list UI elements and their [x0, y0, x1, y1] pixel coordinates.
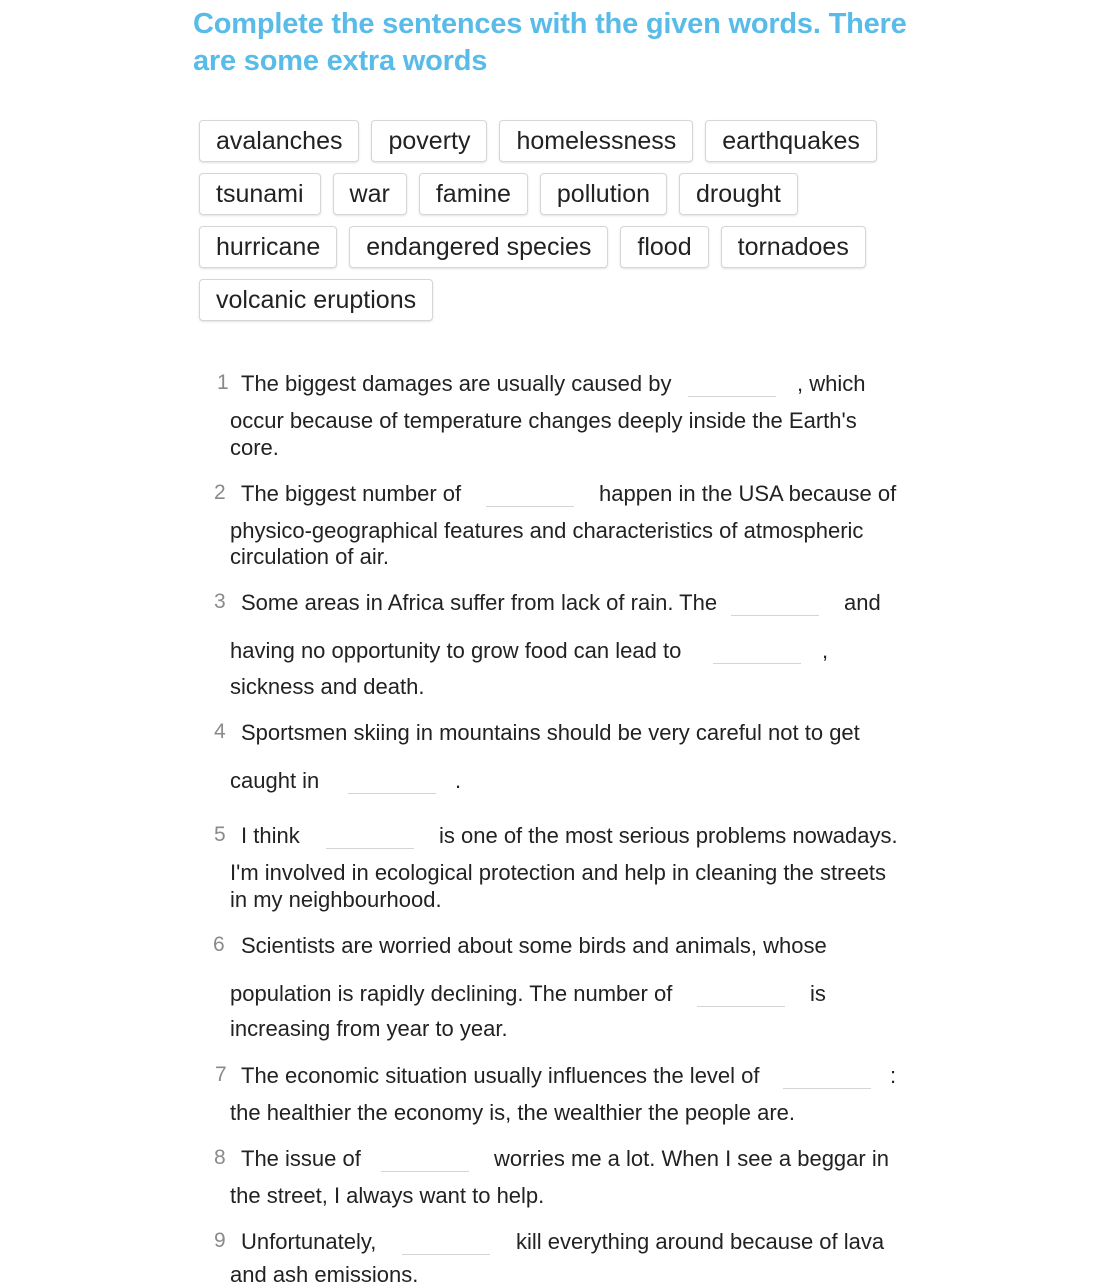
- word-chip-earthquakes[interactable]: earthquakes: [705, 120, 877, 162]
- sentence-text: The issue of: [241, 1146, 361, 1171]
- question-number: 8: [214, 1146, 226, 1169]
- word-chip-famine[interactable]: famine: [419, 173, 528, 215]
- answer-blank[interactable]: [783, 1062, 871, 1089]
- sentence-text: physico-geographical features and characteristics of atmospheric: [230, 518, 864, 543]
- sentence-text: worries me a lot. When I see a beggar in: [494, 1146, 889, 1171]
- sentence-text: is one of the most serious problems nowadays.: [439, 823, 898, 848]
- answer-blank[interactable]: [713, 637, 801, 664]
- sentence-text: population is rapidly declining. The number of: [230, 981, 673, 1006]
- sentence-text: sickness and death.: [230, 674, 425, 699]
- sentence-text: Sportsmen skiing in mountains should be very careful not to get: [241, 720, 860, 745]
- question-number: 6: [213, 933, 225, 956]
- sentence-text: happen in the USA because of: [599, 481, 897, 506]
- question-number: 4: [214, 720, 226, 743]
- word-chip-war[interactable]: war: [333, 173, 407, 215]
- answer-blank[interactable]: [697, 980, 785, 1007]
- sentence-text: ,: [822, 638, 829, 663]
- answer-blank[interactable]: [402, 1228, 490, 1255]
- sentence-text: occur because of temperature changes deeply inside the Earth's: [230, 408, 857, 433]
- answer-blank[interactable]: [731, 589, 819, 616]
- sentence-text: the healthier the economy is, the wealthier the people are.: [230, 1100, 796, 1125]
- sentence-text: the street, I always want to help.: [230, 1183, 545, 1208]
- word-chip-drought[interactable]: drought: [679, 173, 798, 215]
- word-chip-tornadoes[interactable]: tornadoes: [721, 226, 866, 268]
- sentence-text: .: [455, 768, 462, 793]
- word-chip-avalanches[interactable]: avalanches: [199, 120, 359, 162]
- word-chip-tsunami[interactable]: tsunami: [199, 173, 321, 215]
- question-number: 9: [214, 1229, 226, 1252]
- sentence-text: and: [844, 590, 881, 615]
- sentence-text: increasing from year to year.: [230, 1016, 508, 1041]
- sentence-text: I'm involved in ecological protection and help in cleaning the streets: [230, 860, 887, 885]
- word-chip-endangered-species[interactable]: endangered species: [349, 226, 608, 268]
- sentence-text: kill everything around because of lava: [516, 1229, 885, 1254]
- word-chip-pollution[interactable]: pollution: [540, 173, 667, 215]
- sentence-text: :: [890, 1063, 897, 1088]
- word-chip-flood[interactable]: flood: [620, 226, 708, 268]
- sentence-text: I think: [241, 823, 300, 848]
- sentence-text: The economic situation usually influences the level of: [241, 1063, 760, 1088]
- question-number: 2: [214, 481, 226, 504]
- sentence-text: , which: [797, 371, 866, 396]
- question-number: 3: [214, 590, 226, 613]
- answer-blank[interactable]: [326, 822, 414, 849]
- sentence-text: Unfortunately,: [241, 1229, 377, 1254]
- sentence-text: circulation of air.: [230, 544, 389, 569]
- sentence-text: in my neighbourhood.: [230, 887, 442, 912]
- sentence-text: caught in: [230, 768, 320, 793]
- sentence-text: Scientists are worried about some birds and animals, whose: [241, 933, 827, 958]
- word-chip-hurricane[interactable]: hurricane: [199, 226, 337, 268]
- answer-blank[interactable]: [348, 767, 436, 794]
- answer-blank[interactable]: [381, 1145, 469, 1172]
- question-number: 7: [215, 1063, 227, 1086]
- question-number: 1: [217, 371, 229, 394]
- sentence-text: core.: [230, 435, 279, 460]
- sentence-text: is: [810, 981, 826, 1006]
- exercise-title: Complete the sentences with the given words. There are some extra words: [193, 8, 907, 77]
- sentence-text: Some areas in Africa suffer from lack of rain. The: [241, 590, 718, 615]
- answer-blank[interactable]: [486, 480, 574, 507]
- word-chip-poverty[interactable]: poverty: [371, 120, 487, 162]
- question-number: 5: [214, 823, 226, 846]
- word-chip-homelessness[interactable]: homelessness: [499, 120, 693, 162]
- sentence-text: The biggest damages are usually caused by: [241, 371, 672, 396]
- sentence-text: The biggest number of: [241, 481, 462, 506]
- sentence-text: and ash emissions.: [230, 1262, 419, 1287]
- sentence-text: having no opportunity to grow food can lead to: [230, 638, 682, 663]
- word-chip-volcanic-eruptions[interactable]: volcanic eruptions: [199, 279, 433, 321]
- answer-blank[interactable]: [688, 370, 776, 397]
